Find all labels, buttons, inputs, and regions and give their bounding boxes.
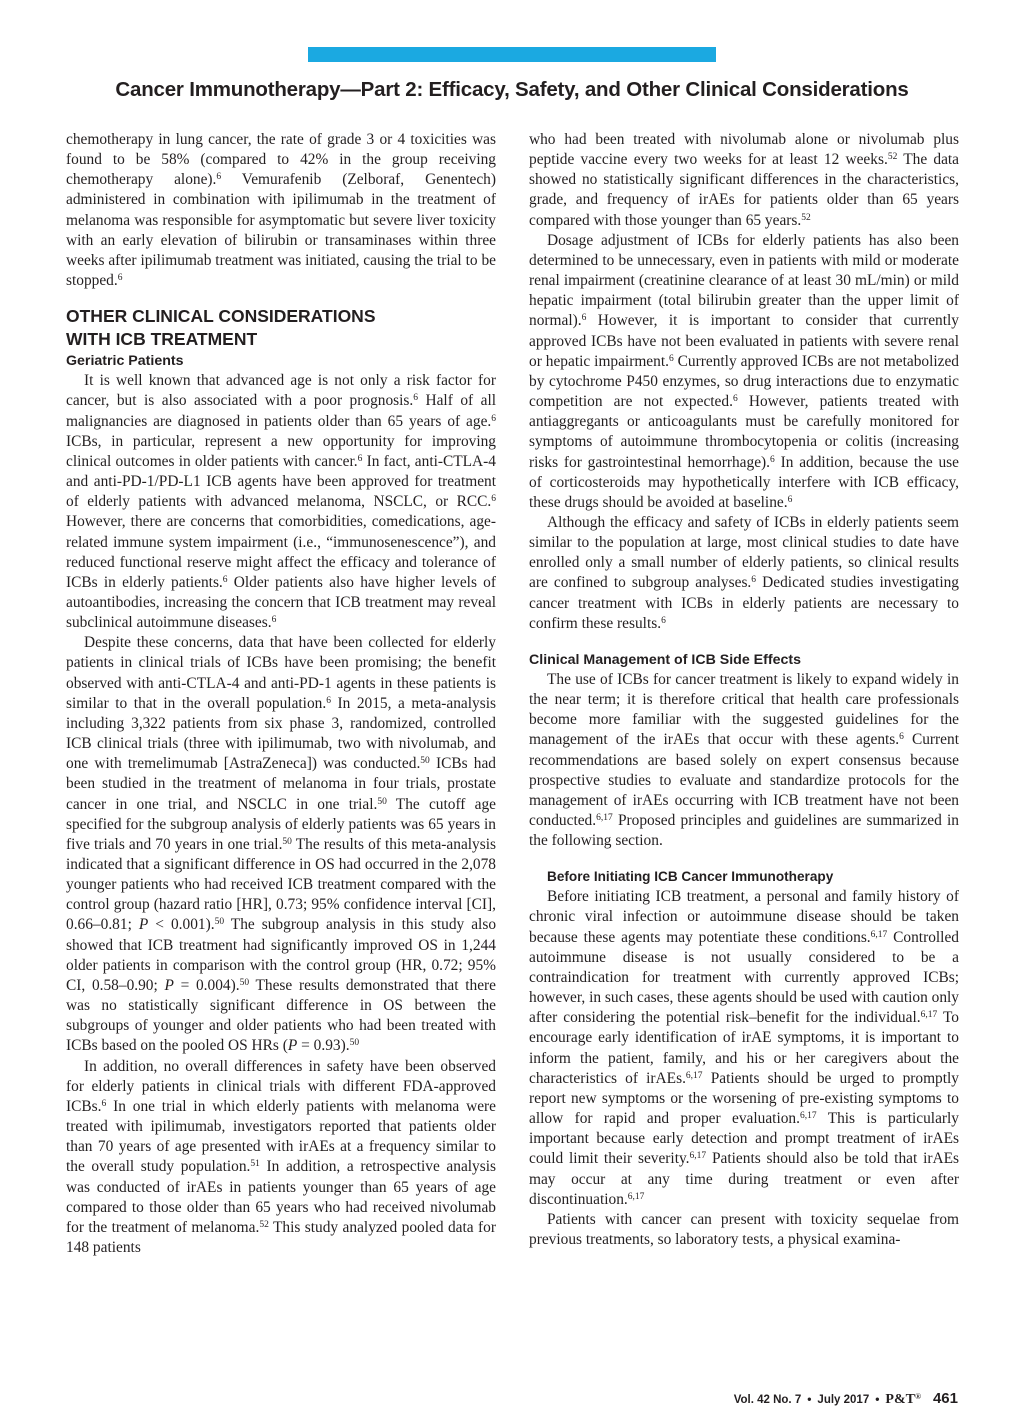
section-heading	[66, 305, 496, 351]
subheading-management: Clinical Management of ICB Side Effects	[529, 651, 801, 668]
footer-date: July 2017	[817, 1394, 870, 1406]
paragraph: In addition, no overall differences in safety have been observed for elderly patients in clinical trials with different FDA-approved ICBs.$^6$ In one trial in which elderly patients with melanoma were treated with ipilimumab, investigators reported that patients older than 70 years of age presented with irAEs at a frequency similar to the overall study population.$^{51}$ In addition, a retrospective analysis was conducted of irAEs in patients younger than 65 years of age compared to those older than 65 years who had received nivolumab for the treatment of melanoma.$^{52}$ This study analyzed pooled data for 148 patients	[66, 1057, 496, 1256]
header-accent-bar	[308, 47, 716, 62]
paragraph: It is well known that advanced age is not only a risk factor for cancer, but is also associated with a poor prognosis.$^6$ Half of all malignancies are diagnosed in patients older than 65 years of age.$^6$ ICBs, in particular, represent a new opportunity for improving clinical outcomes in older patients with cancer.$^6$ In fact, anti-CTLA-4 and anti-PD-1/PD-L1 ICB agents have been approved for treatment of elderly patients with advanced melanoma, NSCLC, or RCC.$^6$ However, there are concerns that comorbidities, comedications, age-related immune system impairment (i.e., “immunosenescence”), and reduced functional reserve might affect the efficacy and tolerance of ICBs in elderly patients.$^6$ Older patients also have higher levels of autoantibodies, increasing the concern that ICB treatment may reveal subclinical autoimmune diseases.$^6$	[66, 372, 496, 632]
paragraph: Before initiating ICB treatment, a personal and family history of chronic viral infection or autoimmune disease should be taken because these agents may potentiate these conditions.$^{6,17}$ Controlled autoimmune disease is not usually considered to be a contraindication for treatment with currently approved ICBs; however, in such cases, these agents should be used with caution only after considering the potential risk–benefit for the individual.$^{6,17}$ To encourage early identification of irAE symptoms, it is important to inform the patient, family, and his or her caregivers about the characteristics of irAEs.$^{6,17}$ Patients should be urged to promptly report new symptoms or the worsening of pre-existing symptoms to allow for rapid and proper evaluation.$^{6,17}$ This is particularly important because early detection and prompt treatment of irAEs could limit their severity.$^{6,17}$ Patients should also be told that irAEs may occur at any time during treatment or even after discontinuation.$^{6,17}$	[529, 888, 960, 1208]
paragraph: who had been treated with nivolumab alone or nivolumab plus peptide vaccine every two weeks for at least 12 weeks.$^{52}$ The data showed no statistically significant differences in the characteristics, grade, and frequency of irAEs for patients older than 65 years compared with those younger than 65 years.$^{52}$	[529, 131, 960, 229]
section-heading-line-2: WITH ICB TREATMENT	[66, 329, 258, 350]
registered-mark: ®	[914, 1392, 921, 1401]
footer-separator: •	[807, 1392, 812, 1406]
subsubheading-before-initiating: Before Initiating ICB Cancer Immunotherapy	[547, 869, 834, 885]
subheading-geriatric: Geriatric Patients	[66, 353, 184, 370]
journal-name: P&T®	[885, 1392, 921, 1407]
paragraph: Patients with cancer can present with toxicity sequelae from previous treatments, so laboratory tests, a physical examina-	[529, 1210, 959, 1248]
section-heading-line-1: OTHER CLINICAL CONSIDERATIONS	[66, 306, 376, 327]
paragraph: Although the efficacy and safety of ICBs in elderly patients seem similar to the population at large, most clinical studies to date have enrolled only a small number of elderly patients, so clinical results are confined to subgroup analyses.$^6$ Dedicated studies investigating cancer treatment with ICBs in elderly patients are necessary to confirm these results.$^6$	[529, 513, 959, 632]
paragraph: Despite these concerns, data that have been collected for elderly patients in clinical trials of ICBs have been promising; the benefit observed with anti-CTLA-4 and anti-PD-1 agents in these patients is similar to that in the overall population.$^6$ In 2015, a meta-analysis including 3,322 patients from six phase 3, randomized, controlled ICB clinical trials (three with ipilimumab, two with nivolumab, and one with tremelimumab [AstraZeneca]) was conducted.$^{50}$ ICBs had been studied in the treatment of melanoma in four trials, prostate cancer in one trial, and NSCLC in one trial.$^{50}$ The cutoff age specified for the subgroup analysis of elderly patients was 65 years in five trials and 70 years in one trial.$^{50}$ The results of this meta-analysis indicated that a significant difference in OS had occurred in the 2,078 younger patients who had received ICB treatment compared with the control group (hazard ratio [HR], 0.73; 95% confidence interval [CI], 0.66–0.81; P < 0.001).$^{50}$ The subgroup analysis in this study also showed that ICB treatment had significantly improved OS in 1,244 older patients in comparison with the control group (HR, 0.72; 95% CI, 0.58–0.90; P = 0.004).$^{50}$ These results demonstrated that there was no statistically significant difference in OS between the subgroups of younger and older patients who had been treated with ICBs based on the pooled OS HRs (P = 0.93).$^{50}$	[66, 634, 497, 1055]
page-footer	[734, 1390, 958, 1408]
footer-volume: Vol. 42 No. 7	[733, 1394, 802, 1406]
footer-separator: •	[875, 1392, 880, 1406]
page-number: 461	[932, 1390, 958, 1407]
left-column	[66, 130, 496, 1258]
paragraph: chemotherapy in lung cancer, the rate of grade 3 or 4 toxicities was found to be 58% (compared to 42% in the group receiving chemotherapy alone).$^6$ Vemurafenib (Zelboraf, Genentech) administered in combination with ipilimumab in the treatment of melanoma was responsible for asymptomatic but severe liver toxicity with an early elevation of bilirubin or transaminases within three weeks after ipilimumab treatment was initiated, causing the trial to be stopped.$^6$	[66, 131, 496, 290]
paragraph: Dosage adjustment of ICBs for elderly patients has also been determined to be unnecessary, even in patients with mild or moderate renal impairment (creatinine clearance of at least 30 mL/min) or mild hepatic impairment (total bilirubin greater than the upper limit of normal).$^6$ However, it is important to consider that currently approved ICBs have not been evaluated in patients with severe renal or hepatic impairment.$^6$ Currently approved ICBs are not metabolized by cytochrome P450 enzymes, so drug interactions due to enzymatic competition are not expected.$^6$ However, patients treated with antiaggregants or anticoagulants must be carefully monitored for symptoms of autoimmune thrombocytopenia or colitis (increasing risks for gastrointestinal hemorrhage).$^6$ In addition, because the use of corticosteroids may hypothetically interfere with ICB efficacy, these drugs should be avoided at baseline.$^6$	[529, 231, 959, 511]
page-title: Cancer Immunotherapy—Part 2: Efficacy, Safety, and Other Clinical Considerations	[115, 78, 909, 101]
paragraph: The use of ICBs for cancer treatment is likely to expand widely in the near term; it is therefore critical that health care professionals become more familiar with the suggested guidelines for the management of the irAEs that occur with these agents.$^6$ Current recommendations are based solely on expert consensus because prospective studies to evaluate and standardize protocols for the management of irAEs occurring with ICB treatment have not been conducted.$^{6,17}$ Proposed principles and guidelines are summarized in the following section.	[529, 670, 959, 850]
right-column	[529, 130, 959, 1250]
